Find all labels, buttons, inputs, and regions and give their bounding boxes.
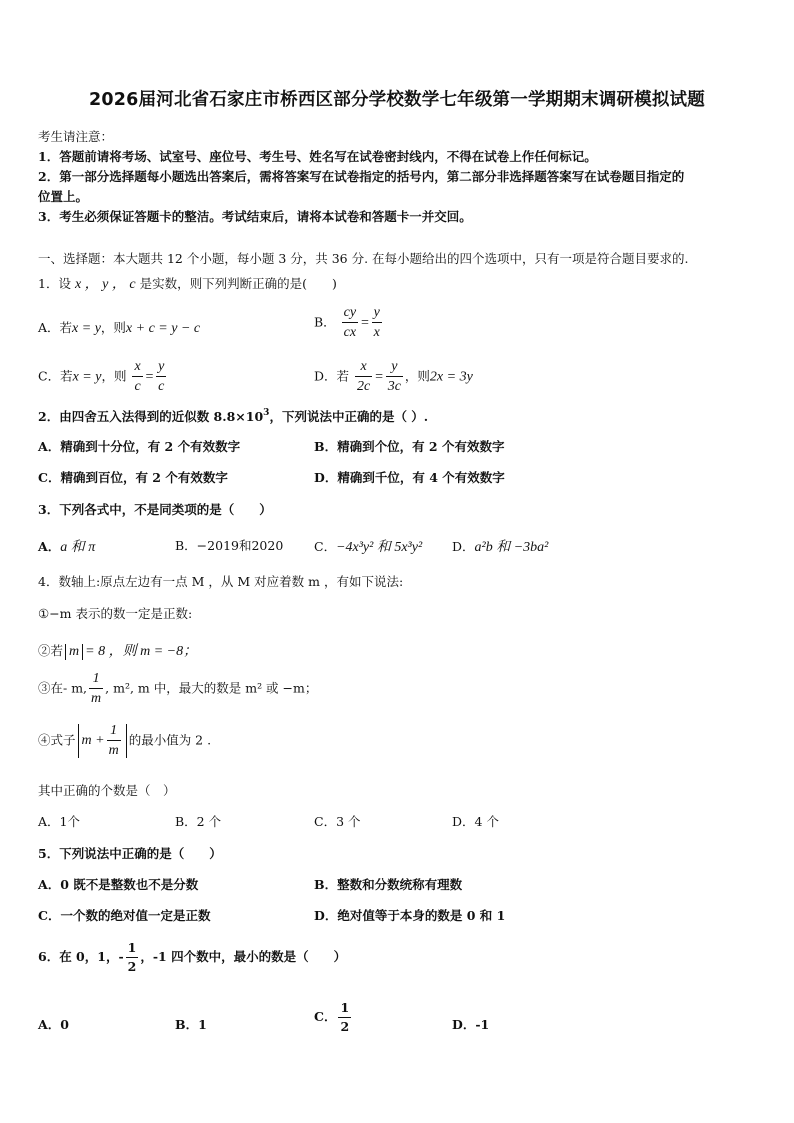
q5-option-d: D．绝对值等于本身的数是 0 和 1: [314, 908, 506, 923]
q1-option-d: D．若 $\frac{x}{2c}$ = $\frac{y}{3c}$ ，则2x = 3y: [314, 359, 473, 394]
q4-stem: 4．数轴上:原点左边有一点 M ，从 M 对应着数 m ，有如下说法:: [38, 574, 404, 589]
fraction: $\frac{y}{c}$: [158, 359, 165, 394]
q5-option-c: C．一个数的绝对值一定是正数: [38, 908, 211, 923]
fraction: $\frac{1}{2}$: [340, 1000, 350, 1034]
q2-option-a: A．精确到十分位，有 2 个有效数字: [38, 439, 241, 454]
fraction: $\frac{y}{3c}$: [387, 359, 401, 394]
q2-option-b: B．精确到个位，有 2 个有效数字: [314, 439, 505, 454]
q4-option-c: C．3 个: [314, 814, 361, 829]
q2-option-c: C．精确到百位，有 2 个有效数字: [38, 470, 228, 485]
absolute-value: m + $\frac{1}{m}$: [78, 724, 127, 758]
notice-item-2-cont: 位置上。: [38, 189, 89, 204]
q3-option-c: C．−4x³y² 和 5x³y²: [314, 539, 423, 555]
q2-option-d: D．精确到千位，有 4 个有效数字: [314, 470, 505, 485]
q4-option-b: B．2 个: [175, 814, 222, 829]
fraction: $\frac{cy}{cx}$: [343, 305, 357, 340]
section-header: 一、选择题：本大题共 12 个小题，每小题 3 分，共 36 分. 在每小题给出的四个选项中，只有一项是符合题目要求的.: [38, 251, 689, 266]
page-title: 2026届河北省石家庄市桥西区部分学校数学七年级第一学期期末调研模拟试题: [89, 90, 705, 110]
q1-stem: 1．设 x ， y ， c 是实数，则下列判断正确的是( ): [38, 276, 337, 292]
fraction: $\frac{1}{m}$: [91, 671, 102, 706]
notice-item-2: 2．第一部分选择题每小题选出答案后，需将答案写在试卷指定的括号内，第二部分非选择题答案写在试卷题目指定的: [38, 169, 685, 184]
q6-option-c: C． $\frac{1}{2}$: [314, 1000, 350, 1034]
q2-stem: 2．由四舍五入法得到的近似数 $8.8\times 10^3$，下列说法中正确的是（ ）.: [38, 408, 429, 424]
notice-heading: 考生请注意：: [38, 129, 114, 144]
q4-statement-1: ①−m 表示的数一定是正数:: [38, 606, 193, 621]
q1-option-a: A．若x = y，则x + c = y − c: [38, 320, 201, 336]
notice-item-1: 1．答题前请将考场、试室号、座位号、考生号、姓名写在试卷密封线内，不得在试卷上作任何标记。: [38, 149, 597, 164]
q5-option-b: B．整数和分数统称有理数: [314, 877, 463, 892]
q6-stem: 6．在 0，1，- $\frac{1}{2}$ ，-1 四个数中，最小的数是（ ）: [38, 940, 347, 974]
q3-option-d: D．a²b 和 −3ba²: [452, 539, 549, 555]
q6-option-a: A．0: [38, 1017, 69, 1032]
q3-stem: 3．下列各式中，不是同类项的是（ ）: [38, 502, 272, 517]
q1-option-b: B． $\frac{cy}{cx}$ = $\frac{y}{x}$: [314, 305, 380, 340]
q3-option-b: B．−2019和2020: [175, 538, 284, 553]
q4-option-a: A．1个: [38, 814, 80, 829]
notice-item-3: 3．考生必须保证答题卡的整洁。考试结束后，请将本试卷和答题卡一并交回。: [38, 209, 472, 224]
fraction: $\frac{1}{m}$: [108, 723, 119, 758]
q4-statement-3: ③在- m, $\frac{1}{m}$ , m², m 中，最大的数是 m² 或 −m；: [38, 671, 318, 706]
q6-option-b: B．1: [175, 1017, 207, 1032]
absolute-value: m: [65, 644, 83, 660]
fraction: $\frac{1}{2}$: [127, 940, 137, 974]
q4-statement-4: ④式子 m + $\frac{1}{m}$ 的最小值为 2 .: [38, 723, 212, 758]
q4-option-d: D．4 个: [452, 814, 499, 829]
q4-statement-2: ②若 m = 8 ，则 m = −8；: [38, 643, 198, 659]
q5-option-a: A．0 既不是整数也不是分数: [38, 877, 199, 892]
fraction: $\frac{x}{2c}$: [357, 359, 371, 394]
q6-option-d: D．-1: [452, 1017, 490, 1032]
q3-option-a: A．a 和 π: [38, 539, 96, 555]
q5-stem: 5．下列说法中正确的是（ ）: [38, 846, 222, 861]
q1-option-c: C．若x = y，则 $\frac{x}{c}$ = $\frac{y}{c}$: [38, 359, 165, 394]
q4-question: 其中正确的个数是（ ）: [38, 783, 176, 798]
fraction: $\frac{x}{c}$: [134, 359, 141, 394]
fraction: $\frac{y}{x}$: [373, 305, 380, 340]
